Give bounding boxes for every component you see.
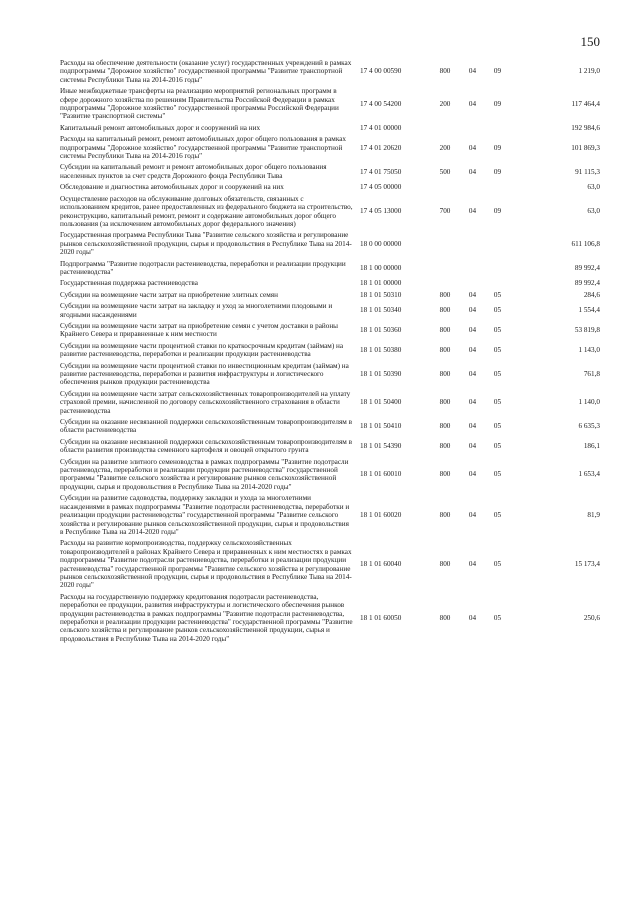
- table-row: [60, 182, 600, 193]
- subsection-cell: [485, 259, 510, 279]
- table-row: [60, 361, 600, 389]
- expense-type-cell: [430, 278, 460, 289]
- subsection-cell: 05: [493, 290, 502, 299]
- target-code-cell: 18 1 00 00000: [360, 263, 402, 272]
- table-row: [60, 58, 600, 86]
- amount-cell: 89 992,4: [574, 263, 600, 272]
- expense-type-cell: 800: [439, 511, 451, 520]
- budget-table: [60, 58, 600, 645]
- section-cell: 04: [468, 422, 477, 431]
- expense-name-cell: Субсидии на возмещение части процентной ставки по инвестиционным кредитам (займам) на развитие растениеводства, переработки и развития инфраструктуры и логистического обеспечения рынков продукции растениеводства: [60, 361, 349, 387]
- subsection-cell: [485, 123, 510, 134]
- amount-cell: 63,0: [587, 207, 600, 216]
- subsection-cell: 09: [493, 207, 502, 216]
- expense-type-cell: [430, 182, 460, 193]
- target-code-cell: 18 1 01 50390: [360, 370, 402, 378]
- table-row: [60, 493, 600, 538]
- expense-type-cell: [430, 123, 460, 134]
- table-row: [60, 194, 600, 231]
- subsection-cell: 05: [493, 398, 502, 407]
- expense-type-cell: 800: [439, 560, 451, 569]
- subsection-cell: 05: [493, 326, 502, 335]
- target-code-cell: 18 1 01 60050: [360, 613, 402, 622]
- budget-table-body: [60, 58, 600, 645]
- table-row: [60, 437, 600, 457]
- target-code-cell: 17 4 01 75050: [360, 167, 402, 176]
- amount-cell: 611 106,8: [571, 239, 600, 248]
- expense-type-cell: [430, 259, 460, 279]
- section-cell: [460, 123, 485, 134]
- subsection-cell: 09: [493, 167, 502, 176]
- expense-name-cell: Субсидии на возмещение части затрат на закладку и уход за многолетними плодовыми и ягодными насаждениями: [60, 302, 333, 319]
- expense-type-cell: 800: [439, 422, 451, 431]
- table-row: [60, 134, 600, 162]
- amount-cell: 1 140,0: [578, 398, 600, 407]
- subsection-cell: 05: [493, 511, 502, 520]
- expense-name-cell: Субсидии на оказание несвязанной поддержки сельскохозяйственным товаропроизводителям в области развития производства семенного картофеля и овощей открытого грунта: [60, 437, 353, 455]
- subsection-cell: 05: [493, 345, 502, 354]
- target-code-cell: 17 4 00 54200: [360, 99, 402, 108]
- subsection-cell: 09: [493, 67, 502, 76]
- expense-type-cell: 800: [439, 306, 451, 315]
- expense-type-cell: 800: [439, 613, 451, 622]
- page-number: 150: [580, 34, 600, 49]
- target-code-cell: 18 1 01 60010: [360, 470, 402, 479]
- table-row: [60, 123, 600, 134]
- section-cell: [460, 230, 485, 258]
- section-cell: 04: [468, 306, 477, 315]
- table-row: [60, 301, 600, 321]
- subsection-cell: 05: [493, 613, 502, 622]
- table-row: [60, 290, 600, 301]
- section-cell: [460, 278, 485, 289]
- expense-name-cell: Расходы на государственную поддержку кредитования подотрасли растениеводства, переработки ее продукции, развития инфраструктуры и логистического обеспечения рынков продукции растениеводства в рамках подпрограммы "Развитие подотрасли растениеводства, переработки и реализации продукции растениеводства" государственной программы "Развитие сельского хозяйства и регулирование рынков сельскохозяйственной продукции, сырья и продовольствия в Республике Тыва на 2014-2020 годы": [60, 592, 353, 643]
- table-row: [60, 162, 600, 182]
- amount-cell: 761,8: [583, 370, 600, 378]
- expense-type-cell: 800: [439, 370, 451, 378]
- target-code-cell: 17 4 01 20620: [360, 143, 402, 152]
- expense-name-cell: Обследование и диагностика автомобильных дорог и сооружений на них: [60, 183, 284, 192]
- section-cell: 04: [468, 370, 477, 378]
- expense-name-cell: Осуществление расходов на обслуживание долговых обязательств, связанных с использованием кредитов, ранее предоставленных из федерального бюджета на строительство, реконструкцию, капитальный ремонт, ремонт и содержание автомобильных дорог общего пользования (за исключением автомобильных дорог федерального значения): [60, 194, 353, 228]
- amount-cell: 117 464,4: [571, 99, 600, 108]
- amount-cell: 89 992,4: [574, 279, 600, 288]
- expense-name-cell: Капитальный ремонт автомобильных дорог и сооружений на них: [60, 123, 261, 132]
- subsection-cell: [485, 182, 510, 193]
- table-row: [60, 321, 600, 341]
- expense-type-cell: 800: [439, 345, 451, 354]
- expense-name-cell: Субсидии на возмещение части затрат на приобретение семян с учетом доставки в районы Крайнего Севера и приравненные к ним местности: [60, 321, 339, 339]
- table-row: [60, 86, 600, 123]
- expense-type-cell: [430, 230, 460, 258]
- amount-cell: 284,6: [583, 290, 600, 299]
- amount-cell: 101 869,3: [571, 143, 600, 152]
- target-code-cell: 17 4 05 00000: [360, 183, 402, 192]
- section-cell: 04: [468, 470, 477, 479]
- subsection-cell: 05: [493, 560, 502, 569]
- expense-type-cell: 800: [439, 67, 451, 76]
- subsection-cell: [485, 278, 510, 289]
- target-code-cell: 18 1 01 50410: [360, 422, 402, 431]
- amount-cell: 6 635,3: [578, 422, 600, 431]
- target-code-cell: 17 4 05 13000: [360, 207, 402, 216]
- section-cell: 04: [468, 613, 477, 622]
- expense-name-cell: Субсидии на возмещение части затрат сельскохозяйственных товаропроизводителей на уплату страховой премии, начисленной по договору сельскохозяйственного страхования в области растениеводства: [60, 389, 351, 415]
- expense-type-cell: 700: [439, 207, 451, 216]
- expense-name-cell: Субсидии на развитие элитного семеноводства в рамках подпрограммы "Развитие подотрасли растениеводства, переработки и реализации продукции растениеводства" государственной программы "Развитие сельского хозяйства и регулирование рынков сельскохозяйственной продукции, сырья и продовольствия в Республике Тыва на 2014-2020 годы": [60, 457, 349, 491]
- expense-name-cell: Субсидии на возмещение части процентной ставки по краткосрочным кредитам (займам) на развитие растениеводства, переработки и реализации продукции растениеводства: [60, 341, 344, 359]
- section-cell: 04: [468, 560, 477, 569]
- subsection-cell: 05: [493, 306, 502, 315]
- table-row: [60, 592, 600, 645]
- expense-name-cell: Субсидии на развитие садоводства, поддержку закладки и ухода за многолетними насаждениями в рамках подпрограммы "Развитие подотрасли растениеводства, переработки и реализации продукции растениеводства" государственной программы "Развитие сельского хозяйства и регулирование рынков сельскохозяйственной продукции, сырья и продовольствия в Республике Тыва на 2014-2020 годы": [60, 494, 350, 536]
- amount-cell: 15 173,4: [574, 560, 600, 569]
- section-cell: 04: [468, 345, 477, 354]
- subsection-cell: 05: [493, 422, 502, 431]
- amount-cell: 192 984,6: [571, 123, 600, 132]
- table-row: [60, 389, 600, 417]
- expense-name-cell: Государственная поддержка растениеводства: [60, 279, 198, 288]
- section-cell: 04: [468, 67, 477, 76]
- amount-cell: 1 219,0: [578, 67, 600, 76]
- section-cell: 04: [468, 99, 477, 108]
- table-row: [60, 278, 600, 289]
- section-cell: 04: [468, 167, 477, 176]
- section-cell: 04: [468, 290, 477, 299]
- amount-cell: 53 819,8: [574, 326, 600, 335]
- expense-type-cell: 800: [439, 398, 451, 407]
- table-row: [60, 538, 600, 591]
- subsection-cell: 09: [493, 143, 502, 152]
- target-code-cell: 17 4 00 00590: [360, 67, 402, 76]
- expense-type-cell: 800: [439, 470, 451, 479]
- expense-name-cell: Иные межбюджетные трансферты на реализацию мероприятий региональных программ в сфере дорожного хозяйства по решениям Правительства Российской Федерации в рамках подпрограммы "Дорожное хозяйство" государственной программы Российской Федерации "Развитие транспортной системы": [60, 87, 339, 121]
- section-cell: 04: [468, 143, 477, 152]
- table-row: [60, 417, 600, 437]
- expense-name-cell: Государственная программа Республики Тыва "Развитие сельского хозяйства и регулирование рынков сельскохозяйственной продукции, сырья и продовольствия в Республике Тыва на 2014-2020 годы": [60, 231, 352, 257]
- subsection-cell: 05: [493, 470, 502, 479]
- expense-type-cell: 200: [439, 143, 451, 152]
- target-code-cell: 17 4 01 00000: [360, 123, 402, 132]
- target-code-cell: 18 1 01 60020: [360, 511, 402, 520]
- target-code-cell: 18 1 01 50380: [360, 345, 402, 354]
- expense-name-cell: Субсидии на возмещение части затрат на приобретение элитных семян: [60, 290, 278, 299]
- amount-cell: 250,6: [583, 613, 600, 622]
- section-cell: 04: [468, 398, 477, 407]
- subsection-cell: 09: [493, 99, 502, 108]
- section-cell: 04: [468, 207, 477, 216]
- target-code-cell: 18 1 01 50360: [360, 326, 402, 335]
- target-code-cell: 18 1 01 54390: [360, 442, 402, 451]
- amount-cell: 1 143,0: [578, 345, 600, 354]
- amount-cell: 1 653,4: [578, 470, 600, 479]
- table-row: [60, 230, 600, 258]
- subsection-cell: 05: [493, 370, 502, 378]
- expense-name-cell: Расходы на капитальный ремонт, ремонт автомобильных дорог общего пользования в рамках подпрограммы "Дорожное хозяйство" государственной программы "Развитие транспортной системы Республики Тыва на 2014-2016 годы": [60, 135, 346, 161]
- subsection-cell: [485, 230, 510, 258]
- expense-type-cell: 800: [439, 442, 451, 451]
- amount-cell: 1 554,4: [578, 306, 600, 315]
- target-code-cell: 18 0 00 00000: [360, 239, 402, 248]
- section-cell: 04: [468, 511, 477, 520]
- amount-cell: 186,1: [583, 442, 600, 451]
- target-code-cell: 18 1 01 50400: [360, 398, 402, 407]
- section-cell: 04: [468, 326, 477, 335]
- expense-type-cell: 800: [439, 326, 451, 335]
- target-code-cell: 18 1 01 50310: [360, 290, 402, 299]
- table-row: [60, 259, 600, 279]
- target-code-cell: 18 1 01 50340: [360, 306, 402, 315]
- amount-cell: 91 115,3: [575, 167, 600, 176]
- expense-type-cell: 200: [439, 99, 451, 108]
- target-code-cell: 18 1 01 60040: [360, 560, 402, 569]
- amount-cell: 63,0: [587, 183, 600, 192]
- expense-type-cell: 500: [439, 167, 451, 176]
- expense-type-cell: 800: [439, 290, 451, 299]
- section-cell: [460, 259, 485, 279]
- subsection-cell: 05: [493, 442, 502, 451]
- amount-cell: 81,9: [587, 511, 600, 520]
- expense-name-cell: Субсидии на капитальный ремонт и ремонт автомобильных дорог общего пользования населенных пунктов за счет средств Дорожного фонда Республики Тыва: [60, 163, 327, 180]
- expense-name-cell: Подпрограмма "Развитие подотрасли растениеводства, переработки и реализации продукции растениеводства": [60, 259, 346, 276]
- table-row: [60, 457, 600, 494]
- expense-name-cell: Субсидии на оказание несвязанной поддержки сельскохозяйственным товаропроизводителям в области растениеводства: [60, 418, 353, 435]
- section-cell: [460, 182, 485, 193]
- expense-name-cell: Расходы на обеспечение деятельности (оказание услуг) государственных учреждений в рамках подпрограммы "Дорожное хозяйство" государственной программы "Развитие транспортной системы Республики Тыва на 2014-2016 годы": [60, 59, 352, 84]
- section-cell: 04: [468, 442, 477, 451]
- expense-name-cell: Расходы на развитие кормопроизводства, поддержку сельскохозяйственных товаропроизводителей в районах Крайнего Севера и приравненных к ним местностях в рамках подпрограммы "Развитие подотрасли растениеводства, переработки и реализации продукции растениеводства" государственной программы "Развитие сельского хозяйства и регулирование рынков сельскохозяйственной продукции, сырья и продовольствия в Республике Тыва на 2014-2020 годы": [60, 539, 352, 590]
- table-row: [60, 341, 600, 361]
- target-code-cell: 18 1 01 00000: [360, 279, 402, 288]
